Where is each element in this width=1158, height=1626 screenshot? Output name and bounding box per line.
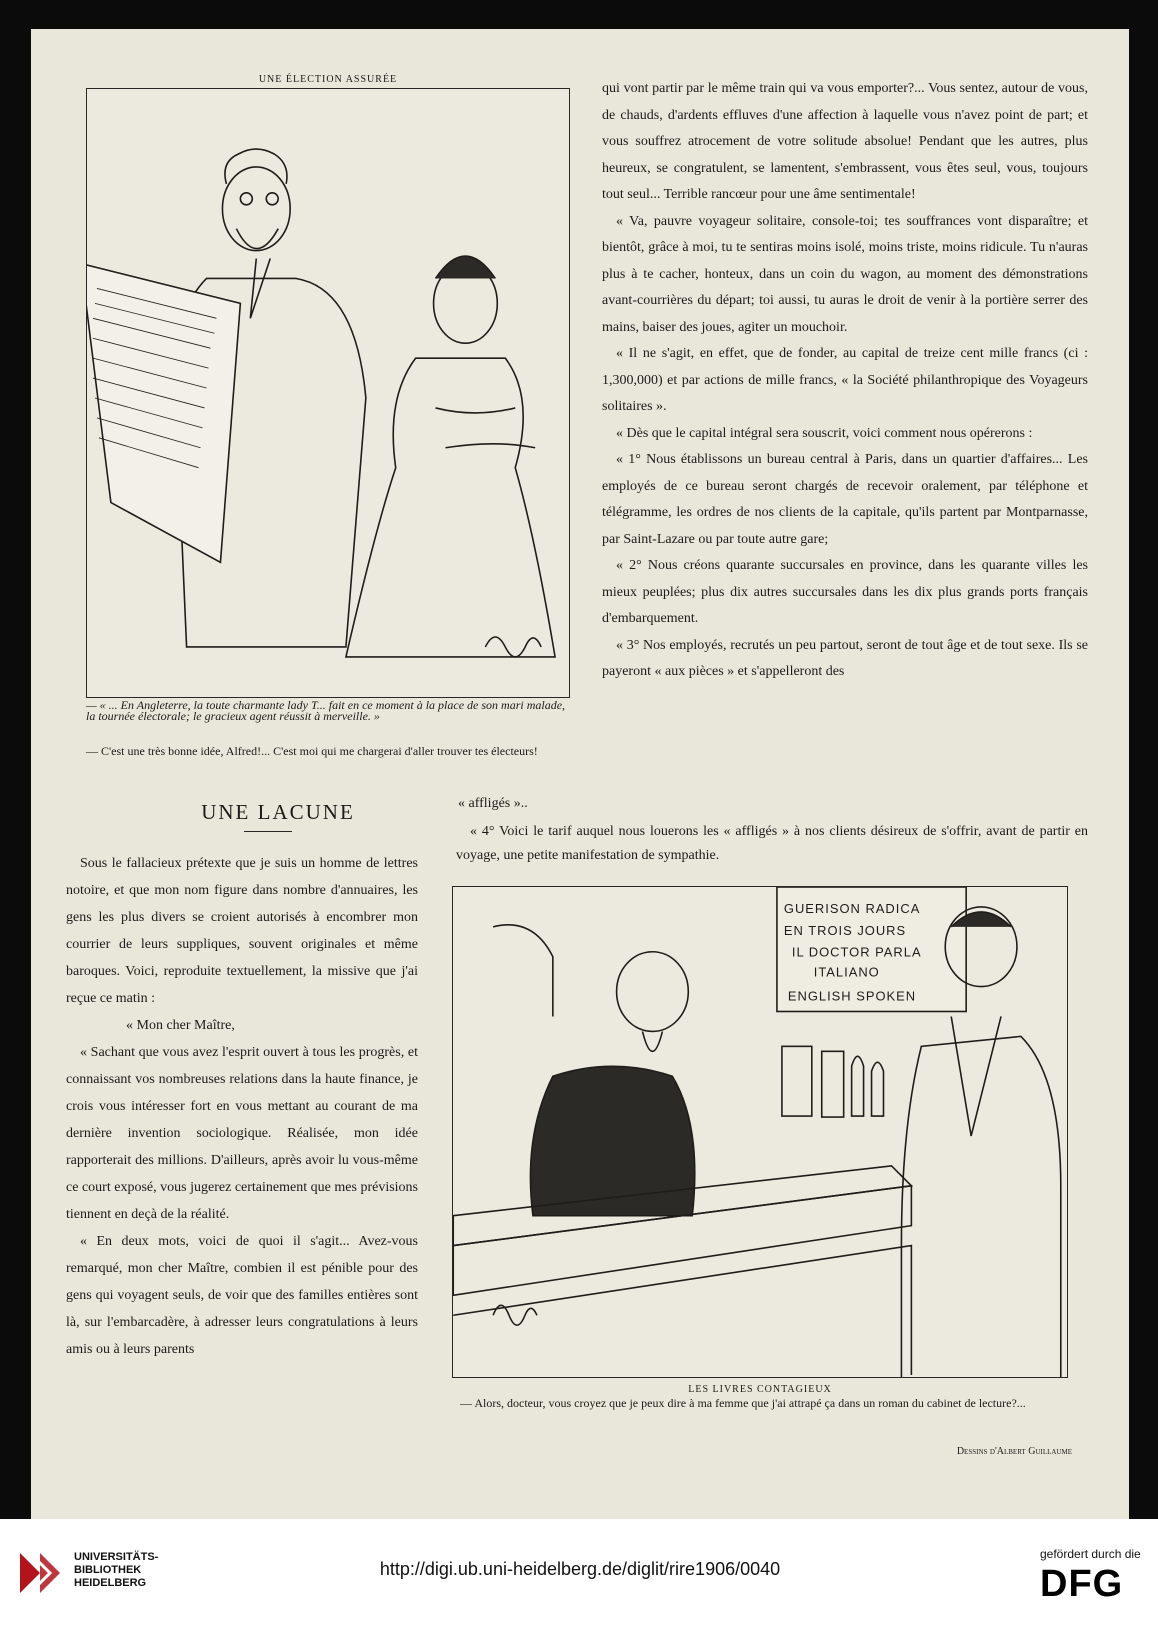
paragraph: qui vont partir par le même train qui va vous emporter?... Vous sentez, autour de vous, de chauds, d'ardents effluves d'une affection à laquelle vous n'avez point de part; et vous souffrez atrocement de votre solitude absolue! Pendant que les autres, plus heureux, se congratulent, se lamentent, s'embrassent, vous êtes seul, vous, toujours tout seul... Terrible rancœur pour une âme sentimentale! [602, 81, 1088, 202]
heading-ornament [244, 828, 292, 832]
library-name-line: HEIDELBERG [74, 1577, 147, 1589]
bottom-illustration [452, 886, 1068, 1378]
library-name-line: UNIVERSITÄTS- [74, 1551, 159, 1563]
paragraph: « En deux mots, voici de quoi il s'agit... Avez-vous remarqué, mon cher Maître, combien il est pénible pour des gens qui voyagent seuls, de voir que des familles entières sont là, sur l'embarcadère, à adresser leurs congratulations à leurs amis ou à leurs parents [66, 1234, 418, 1357]
top-illustration [86, 88, 570, 698]
sign-line: GUERISON RADICA [783, 900, 921, 916]
paragraph: « Va, pauvre voyageur solitaire, console-toi; tes souffrances vont disparaître; et bientôt, grâce à moi, tu te sentiras moins isolé, moins triste, moins ridicule. Tu n'auras plus à te cacher, honteux, dans un coin du wagon, au moment des démonstrations avant-courrières du départ; toi aussi, tu auras le droit de venir à la portière serrer des mains, baiser des joues, agiter un mouchoir. [602, 213, 1088, 335]
top-illustration-reply: — C'est une très bonne idée, Alfred!... C'est moi qui me chargerai d'aller trouver tes électeurs! [86, 744, 538, 758]
top-illustration-title: UNE ÉLECTION ASSURÉE [258, 74, 398, 85]
sign-line: ENGLISH SPOKEN [787, 988, 917, 1004]
paragraph: « Il ne s'agit, en effet, que de fonder, au capital de treize cent mille francs (ci : 1,300,000) et par actions de mille francs, « la Société philanthropique des Voyageurs solitaires ». [602, 346, 1088, 414]
paragraph-full-width: « 4° Voici le tarif auquel nous louerons les « affligés » à nos clients désireux de s'offrir, avant de partir en voyage, une petite manifestation de sympathie. [456, 824, 1088, 863]
article-left-column [66, 850, 418, 1470]
bottom-illustration-title: LES LIVRES CONTAGIEUX [688, 1384, 832, 1395]
doctor-office-drawing [453, 887, 1067, 1377]
paragraph: « 3° Nos employés, recrutés un peu partout, seront de tout âge et de tout sexe. Ils se payeront « aux pièces » et s'appelleront des [602, 637, 1088, 679]
paragraph: « Sachant que vous avez l'esprit ouvert à tous les progrès, et connaissant vos nombreuses relations dans la haute finance, je crois vous intéresser fort en vous mettant au courant de ma dernière invention sociologique. Réalisée, mon idée rapporterait des millions. D'ailleurs, après avoir lu vous-même ce court exposé, vous jugerez certainement que mes prévisions tiennent en deçà de la réalité. [66, 1045, 418, 1222]
sign-line: ITALIANO [813, 964, 880, 980]
paragraph: « 1° Nous établissons un bureau central à Paris, dans un quartier d'affaires... Les employés de ce bureau seront chargés de recevoir oralement, par téléphone et télégramme, les ordres de nos clients de la capitale, qu'ils partent par Montparnasse, par Saint-Lazare ou par toute autre gare; [602, 452, 1088, 547]
bottom-illustration-caption: — Alors, docteur, vous croyez que je peux dire à ma femme que j'ai attrapé ça dans un roman du cabinet de lecture?... [460, 1396, 1026, 1410]
illustration-credits: Dessins d'Albert Guillaume [956, 1446, 1072, 1457]
sign-line: IL DOCTOR PARLA [791, 944, 922, 960]
dfg-logo: DFG [1040, 1563, 1124, 1605]
top-illustration-caption: — « ... En Angleterre, la toute charmante lady T... fait en ce moment à la place de son mari malade, la tournée électorale; le gracieux agent réussit à merveille. » [86, 698, 566, 723]
paragraph: « Dès que le capital intégral sera souscrit, voici comment nous opérerons : [616, 425, 1033, 441]
library-name-line: BIBLIOTHEK [74, 1564, 142, 1576]
source-url-link[interactable]: http://digi.ub.uni-heidelberg.de/diglit/rire1906/0040 [379, 1559, 781, 1579]
sign-line: EN TROIS JOURS [783, 922, 907, 938]
paragraph: « Mon cher Maître, [126, 1018, 235, 1033]
couple-drawing [87, 89, 569, 697]
library-logo-icon [14, 1547, 66, 1599]
paragraph: « 2° Nous créons quarante succursales en province, dans les quarante villes les mieux peuplées; plus dix autres succursales dans les dix plus grands ports français d'embarquement. [602, 558, 1088, 626]
paragraph-continuation: « affligés ».. [458, 796, 528, 811]
paragraph: Sous le fallacieux prétexte que je suis un homme de lettres notoire, et que mon nom figure dans nombre d'annuaires, les gens les plus divers se croient autorisés à encombrer mon courrier de leurs suppliques, souvent originales et même baroques. Voici, reproduite textuellement, la missive que j'ai reçue ce matin : [66, 856, 418, 1006]
article-right-column [602, 76, 1088, 796]
library-name [74, 1551, 158, 1590]
article-heading: UNE LACUNE [201, 800, 355, 824]
viewer-footer [0, 1519, 1158, 1626]
funded-by-label: gefördert durch die [1040, 1547, 1141, 1561]
